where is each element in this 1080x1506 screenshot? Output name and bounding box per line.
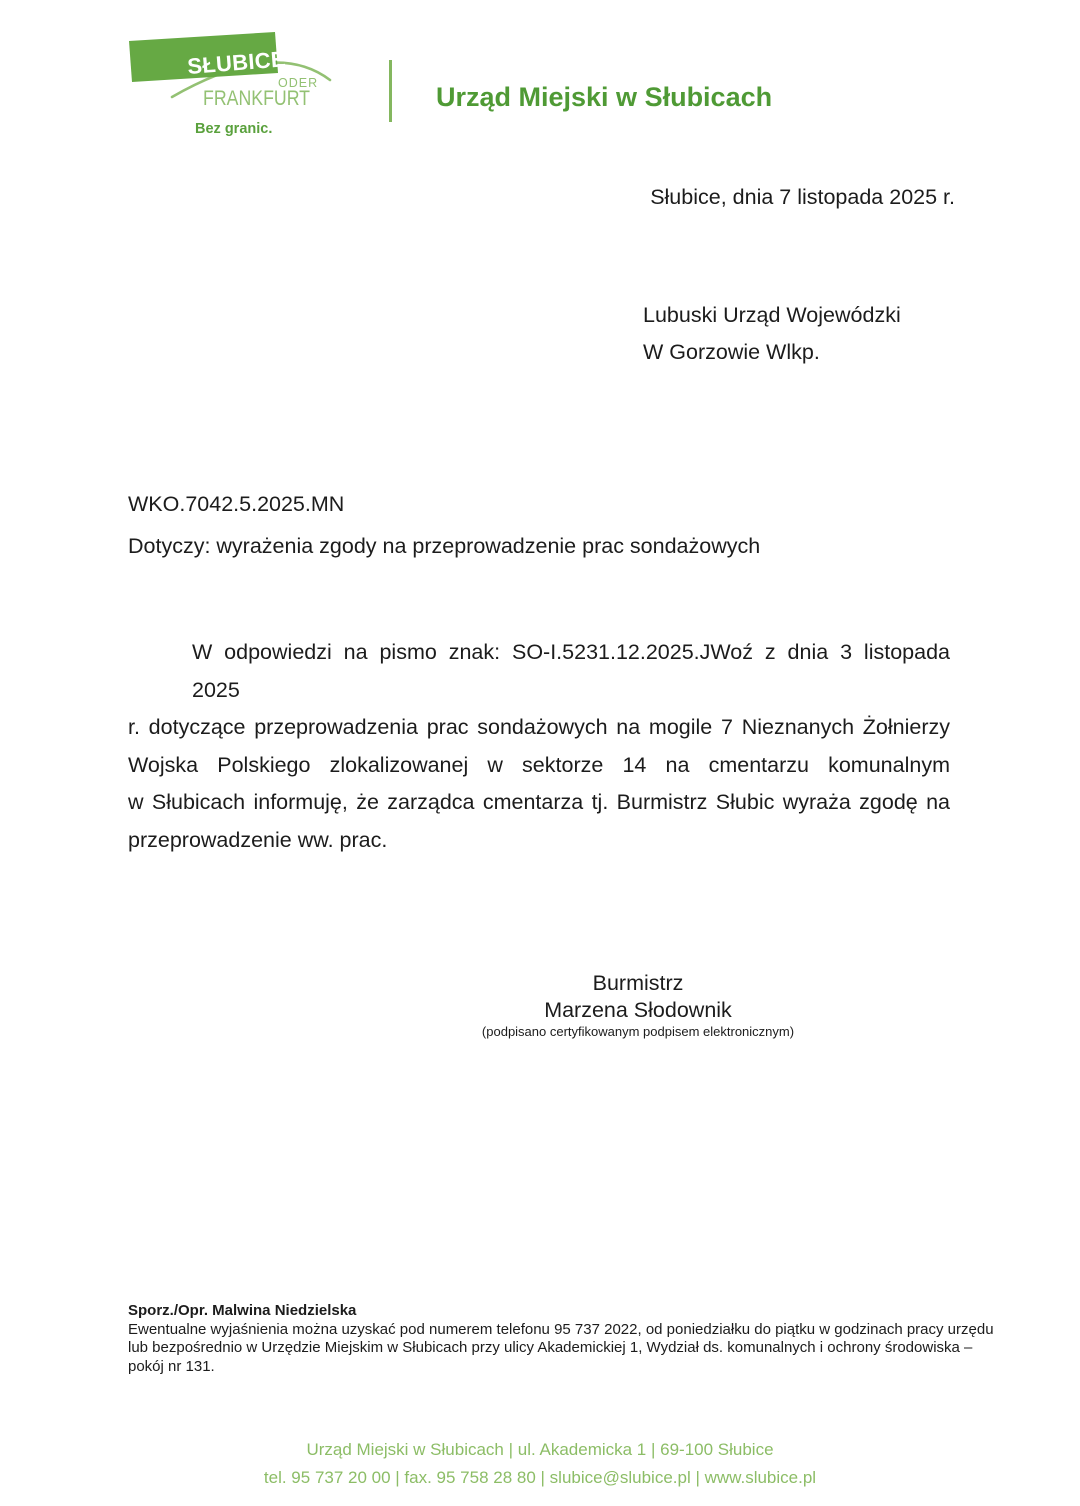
footer-address-line: Urząd Miejski w Słubicach | ul. Akademicka 1 | 69-100 Słubice <box>306 1440 774 1459</box>
electronic-signature-note: (podpisano certyfikowanym podpisem elektronicznym) <box>481 1024 795 1039</box>
signer-name: Marzena Słodownik <box>544 998 732 1022</box>
reference-number: WKO.7042.5.2025.MN <box>128 492 345 516</box>
addressee-block <box>643 297 901 371</box>
prepared-by: Sporz./Opr. Malwina Niedzielska <box>128 1302 357 1319</box>
slubice-frankfurt-logo <box>115 30 390 142</box>
body-line: przeprowadzenie ww. prac. <box>128 827 388 852</box>
body-line: Wojska Polskiego zlokalizowanej w sektorze 14 na cmentarzu komunalnym <box>128 752 950 777</box>
footnote-line: lub bezpośrednio w Urzędzie Miejskim w Słubicach przy ulicy Akademickiej 1, Wydział ds. komunalnych i ochrony środowiska – <box>128 1339 973 1356</box>
dateline: Słubice, dnia 7 listopada 2025 r. <box>650 185 955 209</box>
signer-position: Burmistrz <box>592 971 684 995</box>
footer-contact-line: tel. 95 737 20 00 | fax. 95 758 28 80 | slubice@slubice.pl | www.slubice.pl <box>263 1467 817 1487</box>
letter-body <box>128 634 950 859</box>
header-divider <box>389 60 392 122</box>
body-line: w Słubicach informuję, że zarządca cmentarza tj. Burmistrz Słubic wyraża zgodę na <box>128 790 950 814</box>
reference-block <box>128 483 760 567</box>
signature-block <box>320 970 956 1040</box>
logo-river-text: ODER <box>278 76 319 90</box>
office-footer <box>0 1436 1080 1491</box>
footnote-line: Ewentualne wyjaśnienia można uzyskać pod numerem telefonu 95 737 2022, od poniedziałku do piątku w godzinach pracy urzędu <box>128 1320 994 1338</box>
addressee-line: W Gorzowie Wlkp. <box>643 340 820 364</box>
footnote-line: pokój nr 131. <box>128 1357 215 1375</box>
logo-tagline: Bez granic. <box>195 121 273 137</box>
body-line: W odpowiedzi na pismo znak: SO-I.5231.12.2025.JWoź z dnia 3 listopada 2025 <box>192 640 950 702</box>
subject-line: Dotyczy: wyrażenia zgody na przeprowadzenie prac sondażowych <box>128 534 761 558</box>
logo-twin-city-text: FRANKFURT <box>203 87 311 110</box>
logo-city-text: SŁUBICE <box>186 46 287 79</box>
body-line: r. dotyczące przeprowadzenia prac sondażowych na mogile 7 Nieznanych Żołnierzy <box>128 715 950 739</box>
footnote-block <box>128 1302 994 1376</box>
addressee-line: Lubuski Urząd Wojewódzki <box>643 303 901 327</box>
page-title: Urząd Miejski w Słubicach <box>436 82 773 112</box>
